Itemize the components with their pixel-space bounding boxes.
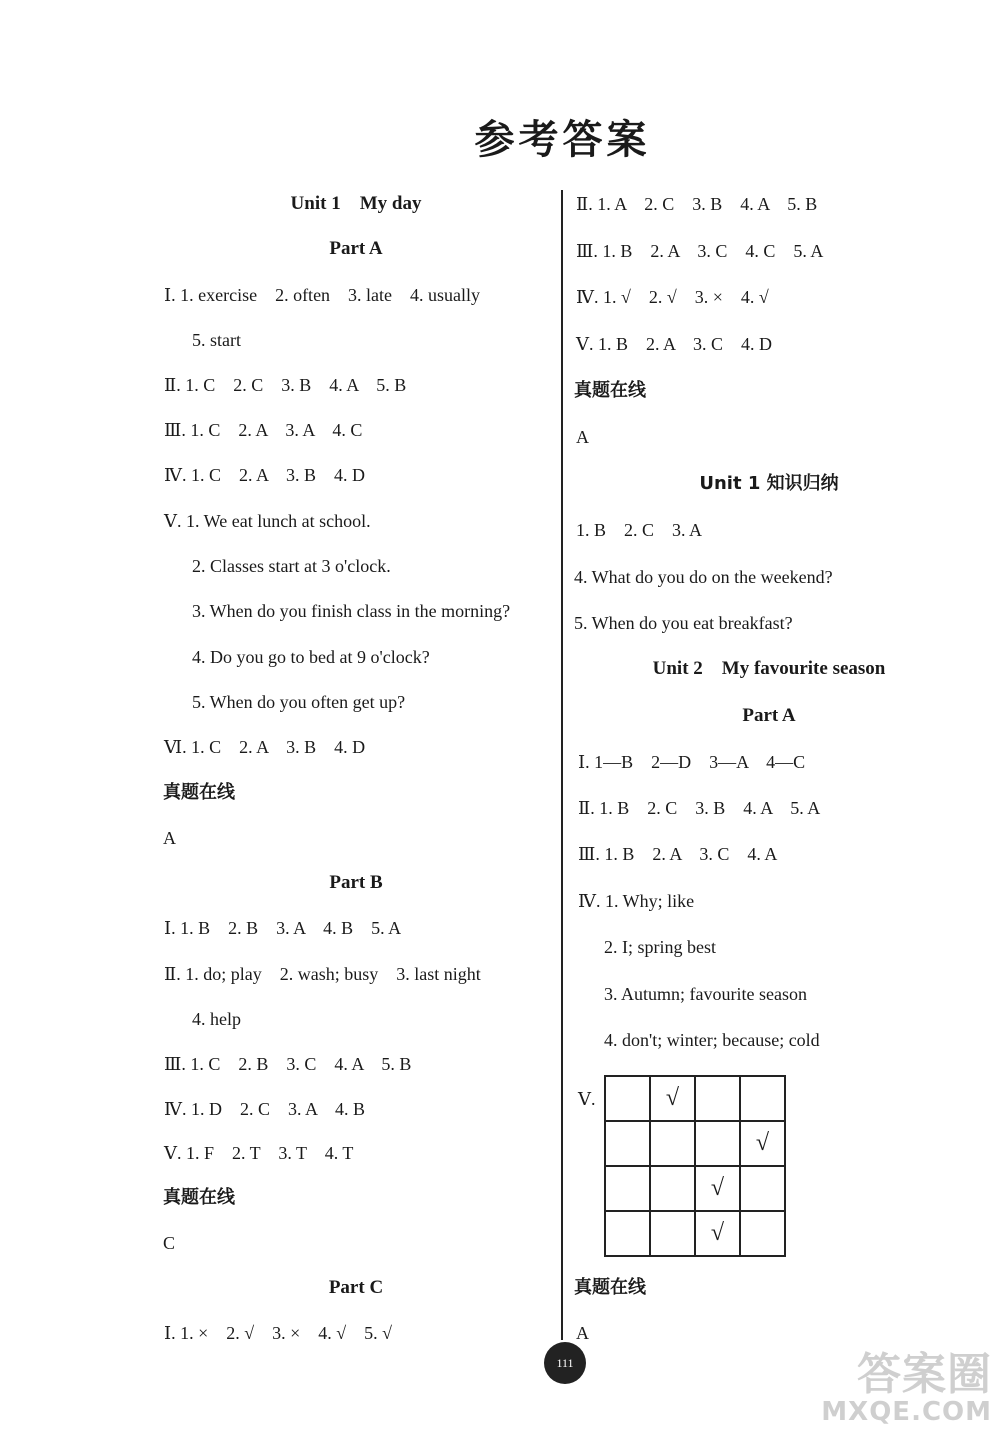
unit1-summary-heading: Unit 1 知识归纳 xyxy=(699,473,839,494)
watermark-url: MXQE.COM xyxy=(821,1397,992,1427)
grid-cell: √ xyxy=(650,1076,695,1121)
answer-line: A xyxy=(163,828,176,848)
answer-line: 3. When do you finish class in the morning? xyxy=(192,601,511,621)
answer-line: 2. I; spring best xyxy=(604,937,716,957)
answer-line: Ⅵ. 1. C 2. A 3. B 4. D xyxy=(164,737,366,757)
grid-row xyxy=(605,1076,785,1121)
grid-cell xyxy=(605,1076,650,1121)
answer-line: A xyxy=(576,1323,589,1343)
grid-cell xyxy=(605,1166,650,1211)
grid-cell: √ xyxy=(695,1211,740,1256)
grid-row xyxy=(605,1211,785,1256)
part-a-heading: Part A xyxy=(329,238,383,259)
part-b-heading: Part B xyxy=(329,872,383,893)
grid-cell xyxy=(695,1076,740,1121)
answer-line: 5. start xyxy=(192,330,241,350)
answer-line: 4. don't; winter; because; cold xyxy=(604,1030,820,1050)
zhenti-heading: 真题在线 xyxy=(574,380,646,401)
answer-line: 4. What do you do on the weekend? xyxy=(574,567,833,587)
answer-line: A xyxy=(576,427,589,447)
zhenti-heading: 真题在线 xyxy=(163,782,235,803)
unit2-heading: Unit 2 My favourite season xyxy=(652,658,886,679)
answer-line: Ⅲ. 1. B 2. A 3. C 4. C 5. A xyxy=(576,241,824,261)
grid-label: Ⅴ. xyxy=(578,1089,596,1109)
grid-cell xyxy=(650,1166,695,1211)
answer-line: Ⅴ. 1. We eat lunch at school. xyxy=(164,511,371,531)
zhenti-heading: 真题在线 xyxy=(574,1277,646,1298)
grid-cell xyxy=(605,1211,650,1256)
answer-line: Ⅳ. 1. D 2. C 3. A 4. B xyxy=(164,1099,366,1119)
answer-line: 5. When do you eat breakfast? xyxy=(574,613,793,633)
answer-line: Ⅲ. 1. B 2. A 3. C 4. A xyxy=(578,844,778,864)
grid-row xyxy=(605,1121,785,1166)
grid-cell: √ xyxy=(695,1166,740,1211)
answer-line: 1. B 2. C 3. A xyxy=(576,520,703,540)
unit1-heading: Unit 1 My day xyxy=(290,193,422,214)
answer-line: 4. Do you go to bed at 9 o'clock? xyxy=(192,647,430,667)
answer-line: Ⅱ. 1. C 2. C 3. B 4. A 5. B xyxy=(164,375,407,395)
grid-cell xyxy=(650,1121,695,1166)
column-divider xyxy=(561,190,563,1340)
answer-line: 2. Classes start at 3 o'clock. xyxy=(192,556,391,576)
answer-line: Ⅱ. 1. B 2. C 3. B 4. A 5. A xyxy=(578,798,821,818)
answer-line: Ⅲ. 1. C 2. B 3. C 4. A 5. B xyxy=(164,1054,412,1074)
answer-line: 4. help xyxy=(192,1009,241,1029)
answer-line: Ⅳ. 1. C 2. A 3. B 4. D xyxy=(164,465,366,485)
grid-cell xyxy=(695,1121,740,1166)
grid-row xyxy=(605,1166,785,1211)
grid-cell xyxy=(740,1076,785,1121)
answer-line: Ⅰ. 1. B 2. B 3. A 4. B 5. A xyxy=(164,918,402,938)
grid-cell xyxy=(740,1166,785,1211)
answer-line: Ⅳ. 1. Why; like xyxy=(578,891,695,911)
grid-cell xyxy=(650,1211,695,1256)
zhenti-heading: 真题在线 xyxy=(163,1187,235,1208)
part-a-heading: Part A xyxy=(742,705,796,726)
answer-line: Ⅰ. 1. exercise 2. often 3. late 4. usually xyxy=(164,285,481,305)
answer-line: Ⅱ. 1. do; play 2. wash; busy 3. last night xyxy=(164,964,481,984)
answer-line: Ⅰ. 1—B 2—D 3—A 4—C xyxy=(578,752,806,772)
grid-cell: √ xyxy=(740,1121,785,1166)
watermark-brand: 答案圈 xyxy=(857,1349,992,1400)
part-c-heading: Part C xyxy=(328,1277,384,1298)
answer-line: 3. Autumn; favourite season xyxy=(604,984,807,1004)
watermark-logo xyxy=(821,1349,992,1427)
answer-line: Ⅴ. 1. F 2. T 3. T 4. T xyxy=(164,1143,354,1163)
page-title: 参考答案 xyxy=(474,116,651,163)
answer-line: Ⅲ. 1. C 2. A 3. A 4. C xyxy=(164,420,363,440)
answer-line: Ⅱ. 1. A 2. C 3. B 4. A 5. B xyxy=(576,194,818,214)
answer-line: Ⅴ. 1. B 2. A 3. C 4. D xyxy=(576,334,773,354)
answer-line: 5. When do you often get up? xyxy=(192,692,406,712)
grid-cell xyxy=(740,1211,785,1256)
page-number: 111 xyxy=(544,1342,586,1384)
grid-cell xyxy=(605,1121,650,1166)
answer-line: Ⅰ. 1. × 2. √ 3. × 4. √ 5. √ xyxy=(164,1323,393,1343)
answer-line: C xyxy=(163,1233,176,1253)
answer-line: Ⅳ. 1. √ 2. √ 3. × 4. √ xyxy=(576,287,769,307)
answer-grid xyxy=(604,1075,786,1257)
